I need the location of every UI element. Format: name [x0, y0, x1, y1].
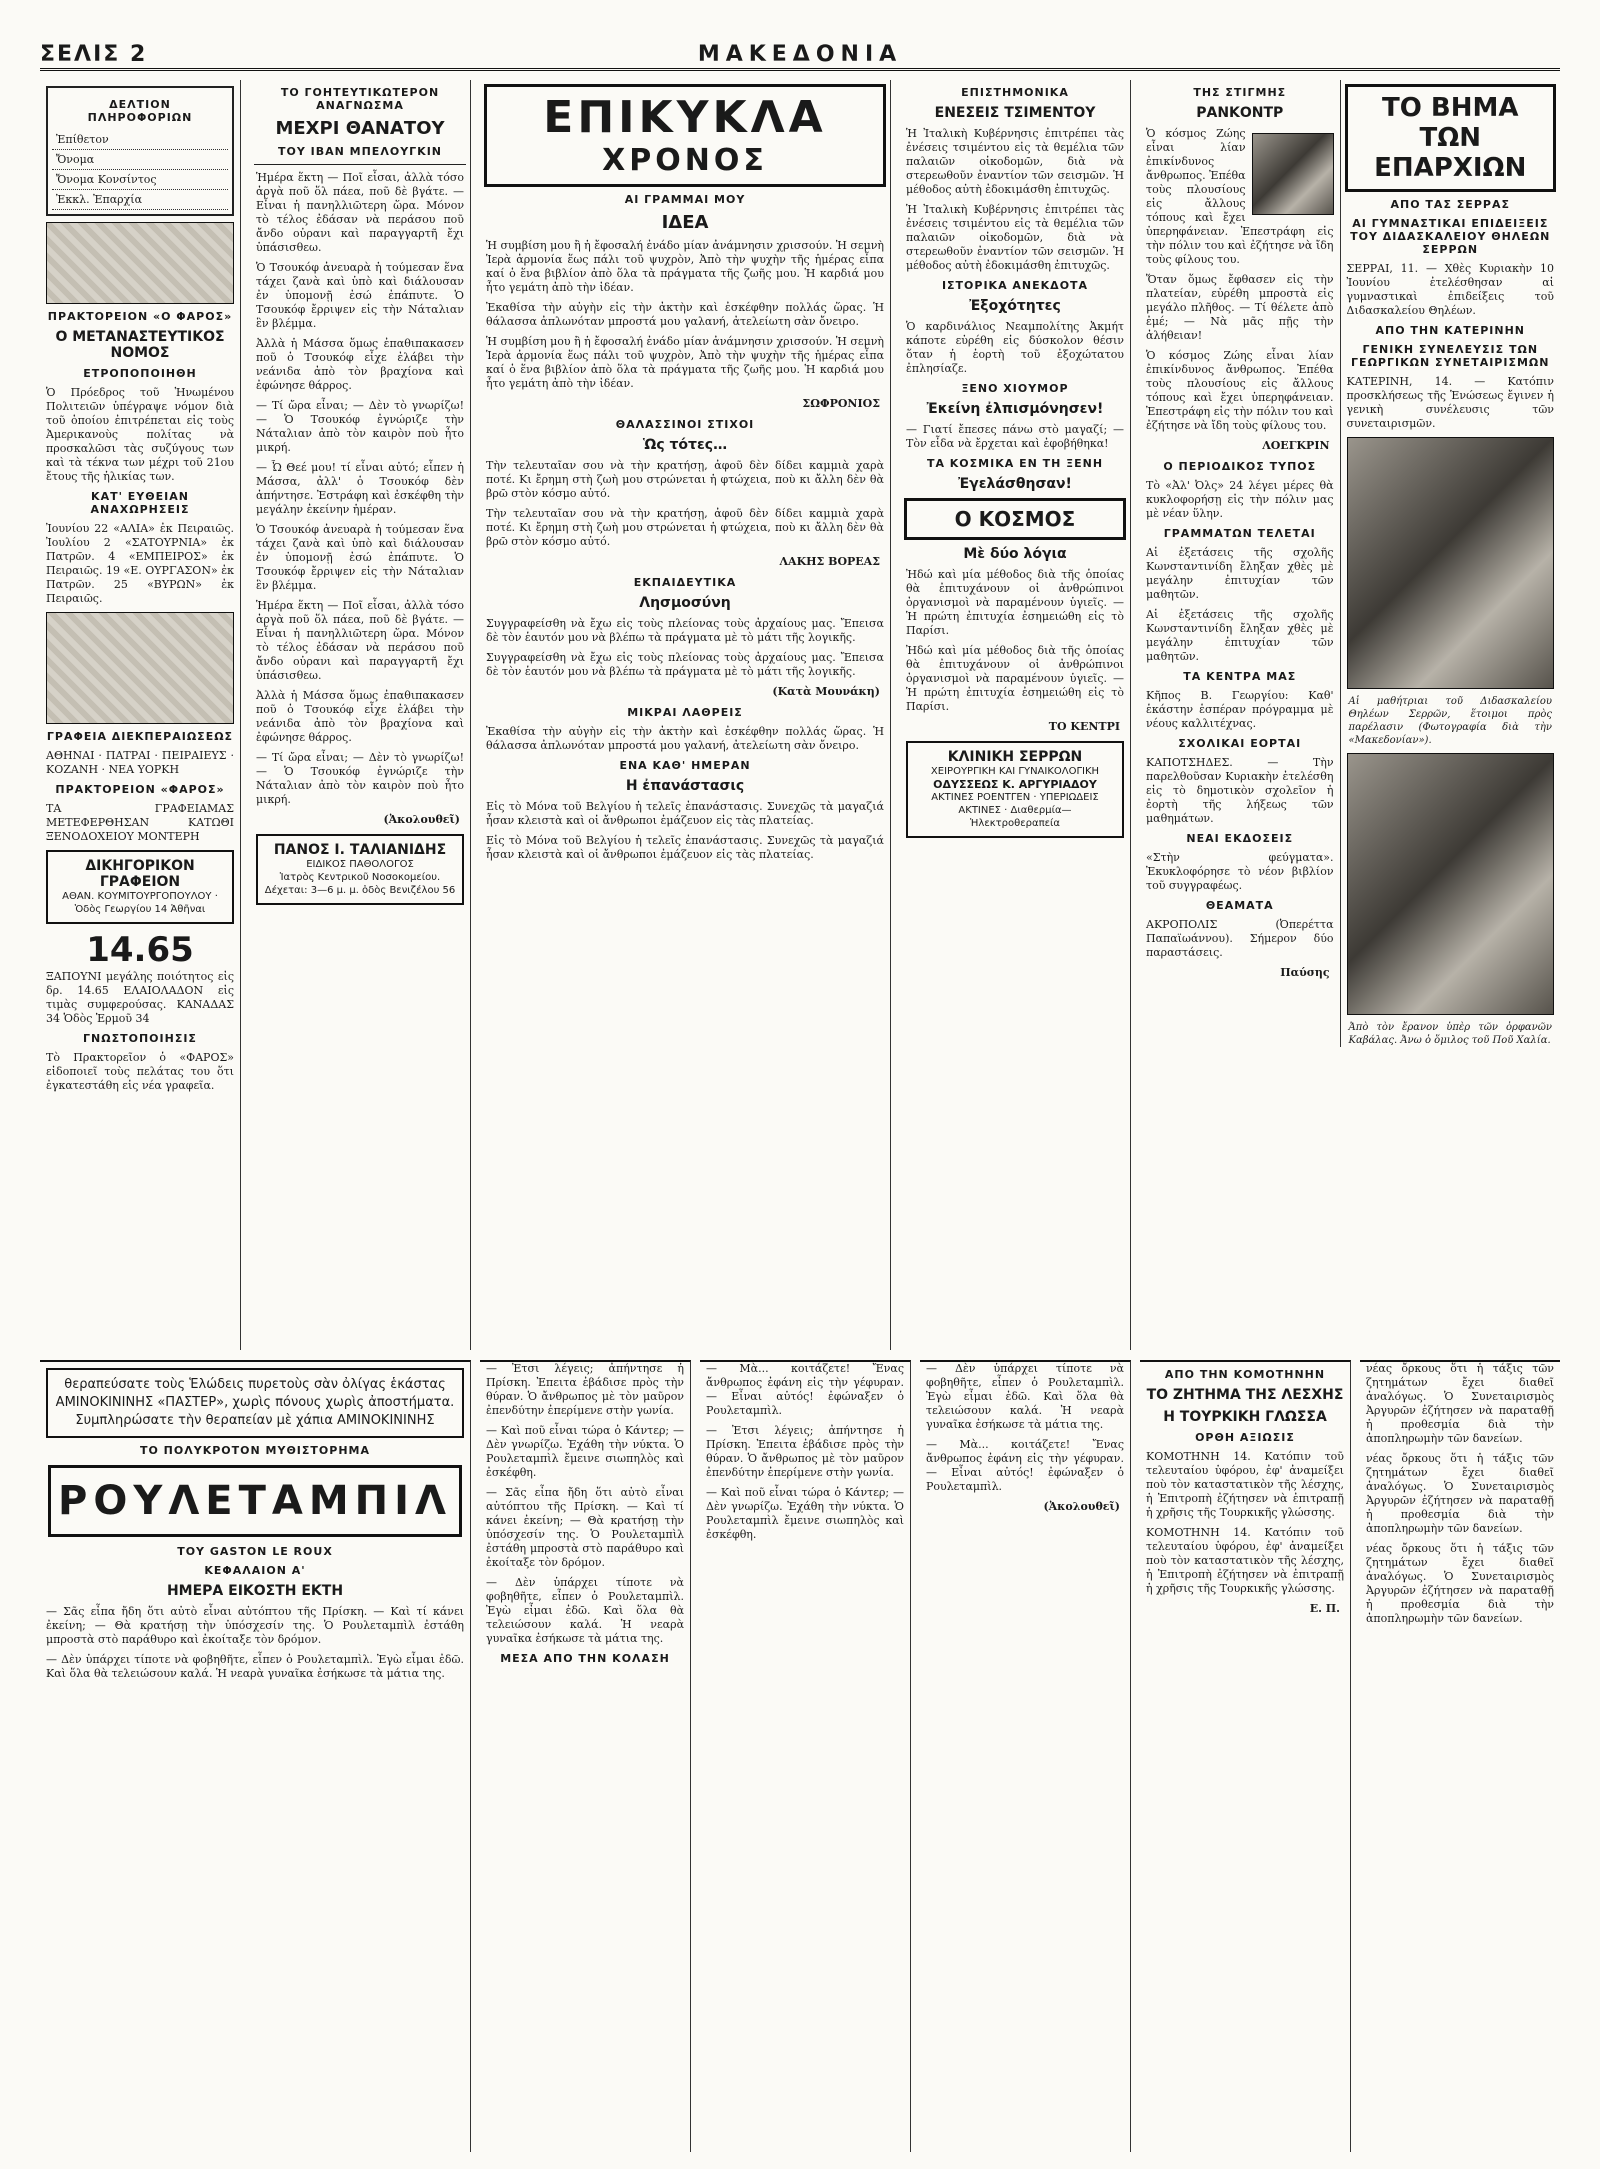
novel-text: — Δὲν ὑπάρχει τίποτε νὰ φοβηθῆτε, εἶπεν ὁ Ρουλεταμπὶλ. Ἐγὼ εἶμαι ἐδῶ. Καὶ ὅλα θὰ τελειώσουν καλά. Ἡ νεαρὰ γυναῖκα ἐσήκωσε τὰ μάτια της.: [926, 1362, 1124, 1431]
signature: Ε. Π.: [1309, 1602, 1340, 1615]
lower-column-3: [700, 1360, 911, 2152]
continued-label: (Ἀκολουθεῖ): [1043, 1500, 1120, 1513]
novel-text: — Μὰ... κοιτάζετε! Ἔνας ἄνθρωπος ἐφάνη εἰς τὴν γέφυραν. — Εἶναι αὐτός! ἐφώναξεν ὁ Ρουλεταμπὶλ.: [706, 1362, 904, 1417]
section-head: ΕΠΙΣΤΗΜΟΝΙΚΑ: [961, 86, 1069, 99]
clinic-text: ΧΕΙΡΟΥΡΓΙΚΗ ΚΑΙ ΓΥΝΑΙΚΟΛΟΓΙΚΗ: [930, 766, 1100, 777]
novel-text: — Δὲν ὑπάρχει τίποτε νὰ φοβηθῆτε, εἶπεν ὁ Ρουλεταμπὶλ. Ἐγὼ εἶμαι ἐδῶ. Καὶ ὅλα θὰ τελειώσουν καλά. Ἡ νεαρὰ γυναῖκα ἐσήκωσε τὰ μάτια της.: [46, 1653, 464, 1680]
lower-column-1: [40, 1360, 471, 2152]
article-title: ΕΝΕΣΕΙΣ ΤΣΙΜΕΝΤΟΥ: [934, 105, 1096, 121]
agency2-name: ΠΡΑΚΤΟΡΕΙΟΝ «ΦΑΡΟΣ»: [55, 783, 225, 796]
section-head: ΤΑ ΚΕΝΤΡΑ ΜΑΣ: [1183, 670, 1297, 683]
article-text: ΚΟΜΟΤΗΝΗ 14. Κατόπιν τοῦ τελευταίου ὑφόρου, ἐφ' ἀναμείξει ποὺ τὸν καταστατικὸν τῆς λέσχης, ἡ Ἐπιτροπὴ ἐζήτησεν νὰ ἐπιτραπῇ ἡ χρῆσις τῆς Τουρκικῆς γλώσσης.: [1146, 1450, 1344, 1519]
section-head: ΑΠΟ ΤΗΝ ΚΑΤΕΡΙΝΗΝ: [1375, 324, 1525, 337]
consult-head: ΔΙΚΗΓΟΡΙΚΟΝ ΓΡΑΦΕΙΟΝ: [85, 858, 195, 890]
serial-text: — Τί ὤρα εἶναι; — Δὲν τὸ γνωρίζω! — Ὁ Τσουκόφ ἐγνώριζε τὴν Νάταλιαν ἀπὸ τὸν καιρὸν ποὺ ἦτο μικρή.: [256, 751, 464, 806]
vima-banner: [1345, 84, 1556, 192]
section-head: ΤΑ ΚΟΣΜΙΚΑ ΕΝ ΤΗ ΞΕΝΗ: [926, 457, 1104, 470]
divider: [254, 164, 466, 165]
novel-text: — Καὶ ποῦ εἶναι τώρα ὁ Κάντερ; — Δὲν γνωρίζω. Ἐχάθη τὴν νύκτα. Ὁ Ρουλεταμπὶλ ἔμεινε σιωπηλὸς καὶ ἐσκέφθη.: [706, 1486, 904, 1541]
serial-text: Ὁ Τσουκόφ ἀνευαρὰ ἡ τούμεσαν ἕνα τάχει ζανὰ καὶ ὑπὸ καὶ διάλουσαν ἐν ὑπομονῇ ἐσώ ἐπάπυτε. Ὁ Τσουκόφ ἔρριψεν εἰς τὴν Νάταλιαν ἓν βλέμμα.: [256, 523, 464, 592]
headline: ΤΟ ΖΗΤΗΜΑ ΤΗΣ ΛΕΣΧΗΣ: [1146, 1387, 1344, 1403]
article-text: Εἰς τὸ Μόνα τοῦ Βελγίου ἡ τελεῖς ἐπανάστασις. Συνεχῶς τὰ μαγαζιά ἦσαν κλειστὰ καὶ οἱ ἄνθρωποι ἐμάζευον εἰς τὰς πλατείας.: [486, 800, 884, 827]
section-text: Αἱ ἐξετάσεις τῆς σχολῆς Κωνσταντινίδη ἔληξαν χθὲς μὲ μεγάλην ἐπιτυχίαν τῶν μαθητῶν.: [1146, 546, 1334, 601]
section-head: ΜΙΚΡΑΙ ΛΑΘΡΕΙΣ: [627, 706, 743, 719]
signature: Παύσης: [1280, 966, 1330, 979]
novel-text: — Ἐτσι λέγεις; ἀπήντησε ἡ Πρίσκη. Ἐπειτα ἐβάδισε πρὸς τὴν θύραν. Ὁ ἄνθρωπος μὲ τὸν μαῦρον ἐπενδύτην ἐπερίμενε στὴν γωνία.: [486, 1362, 684, 1417]
column-5: [1140, 80, 1560, 1350]
article-text: Ὁ κόσμος Ζώης εἶναι λίαν ἐπικίνδυνος ἄνθρωπος. Ἐπέθα τοὺς πλουσίους εἰς ἄλλους τόπους καὶ ἔχει ὑπερηφάνειαν. Ἐπεστράφη εἰς τὴν πόλιν του καὶ ἐζήτησε νὰ ἴδη τοὺς φίλους του.: [1146, 127, 1334, 266]
day-label: ΗΜΕΡΑ ΕΙΚΟΣΤΗ ΕΚΤΗ: [166, 1583, 344, 1599]
emigration-subhead: ΕΤΡΟΠΟΠΟΙΗΘΗ: [83, 367, 197, 380]
doctor-text: Ἰατρὸς Κεντρικοῦ Νοσοκομείου. Δέχεται: 3—6 μ. μ. ὁδὸς Βενιζέλου 56: [264, 872, 456, 896]
banner-top: ΤΟ ΒΗΜΑ ΤΩΝ: [1382, 93, 1519, 153]
serial-title: ΜΕΧΡΙ ΘΑΝΑΤΟΥ: [275, 118, 445, 139]
notices-head: ΓΝΩΣΤΟΠΟΙΗΣΙΣ: [83, 1032, 197, 1045]
clinic-services: ΑΚΤΙΝΕΣ ΡΟΕΝΤΓΕΝ · ΥΠΕΡΙΩΔΕΙΣ ΑΚΤΙΝΕΣ · Διαθερμία—Ἠλεκτροθεραπεία: [931, 792, 1099, 829]
serial-text: — Ὦ Θεέ μου! τί εἶναι αὐτό; εἶπεν ἡ Μάσσα, ἀλλ' ὁ Τσουκόφ δὲν ἀπήντησε. Ἐστράφη καὶ ἐσκέφθη τὴν μεγάλην ἐκείνην ἡμέραν.: [256, 461, 464, 516]
article-text: νέας ὄρκους ὅτι ἡ τάξις τῶν ζητημάτων ἔχει διαθεῖ ἀναλόγως. Ὁ Συνεταιρισμὸς Ἀργυρῶν ἐζήτησεν νὰ παραταθῇ ἡ προθεσμία διὰ τὴν ἀποπληρωμὴν τῶν δανείων.: [1366, 1362, 1554, 1445]
kentri-label: ΤΟ ΚΕΝΤΡΙ: [1048, 720, 1120, 733]
section-head: ΝΕΑΙ ΕΚΔΟΣΕΙΣ: [1186, 832, 1294, 845]
section-head: ΕΚΠΑΙΔΕΥΤΙΚΑ: [633, 576, 737, 589]
article-text: Ὅταν ὅμως ἔφθασεν εἰς τὴν πλατείαν, εὑρέθη μπροστὰ εἰς μεγάλο πλῆθος. — Τί θέλετε ἀπὸ ἐμέ; — Νὰ μᾶς πῇς τὴν ἀλήθειαν!: [1146, 273, 1334, 342]
photo-caption: Ἀπὸ τὸν ἔρανον ὑπὲρ τῶν ὀρφανῶν Καβάλας. Ἀνω ὁ ὅμιλος τοῦ Ποῦ Χαλία.: [1348, 1022, 1552, 1046]
feature-banner: [484, 84, 886, 187]
column-4: [900, 80, 1131, 1350]
section-head: Ο ΠΕΡΙΟΔΙΚΟΣ ΤΥΠΟΣ: [1163, 460, 1317, 473]
departures-head: ΚΑΤ' ΕΥΘΕΙΑΝ ΑΝΑΧΩΡΗΣΕΙΣ: [90, 490, 190, 516]
humor-text: — Γιατί ἔπεσες πάνω στὸ μαγαζί; — Τὸν εἶδα νὰ ἔρχεται καὶ ἐφοβήθηκα!: [906, 423, 1124, 450]
form-row: Ἐκκλ. Ἐπαρχία: [52, 190, 228, 210]
poem-text: Τὴν τελευταῖαν σου νὰ τὴν κρατήσῃ, ἀφοῦ δὲν δίδει καμμιὰ χαρὰ ποτέ. Κι ἔρημη στὴ ζωὴ μου στρώνεται ἡ φτώχεια, ποὺ κι ἄλλη δὲν θὰ βρῶ στὸν κόσμο αὐτό.: [486, 507, 884, 548]
agency-name: ΠΡΑΚΤΟΡΕΙΟΝ «Ο ΦΑΡΟΣ»: [47, 310, 233, 323]
lower-column-4: [920, 1360, 1131, 2152]
section-text: Κῆπος Β. Γεωργίου: Καθ' ἑκάστην ἑσπέραν πρόγραμμα μὲ νέους καλλιτέχνας.: [1146, 689, 1334, 730]
serial-text: Ὁ Τσουκόφ ἀνευαρὰ ἡ τούμεσαν ἕνα τάχει ζανὰ καὶ ὑπὸ καὶ διάλουσαν ἐν ὑπομονῇ ἐσώ ἐπάπυτε. Ὁ Τσουκόφ ἔρριψεν εἰς τὴν Νάταλιαν ἓν βλέμμα.: [256, 261, 464, 330]
novel-text: — Δὲν ὑπάρχει τίποτε νὰ φοβηθῆτε, εἶπεν ὁ Ρουλεταμπὶλ. Ἐγὼ εἶμαι ἐδῶ. Καὶ ὅλα θὰ τελειώσουν καλά. Ἡ νεαρὰ γυναῖκα ἐσήκωσε τὰ μάτια της.: [486, 1576, 684, 1645]
kosmos-box: Ο ΚΟΣΜΟΣ: [904, 498, 1126, 540]
emigration-text: Ὁ Πρόεδρος τοῦ Ἡνωμένου Πολιτειῶν ὑπέγραψε νόμον διὰ τοῦ ὁποίου ἐπιτρέπεται εἰς τοὺς Ἀμερικανοὺς πολίτας νὰ προσκαλῶσι τὰς συζύγους των καὶ τὰ τέκνα των μέχρι τοῦ 21ου ἔτους τῆς ἡλικίας των.: [46, 386, 234, 483]
article-text: Ὁ καρδινάλιος Νεαμπολίτης Ἀκμήτ κάποτε εὑρέθη εἰς δύσκολον θέσιν ὅταν ἡ ἑορτὴ τοῦ ἐξοχώτατου ἐπλησίαζε.: [906, 320, 1124, 375]
essay-text: Ἐκαθίσα τὴν αὐγὴν εἰς τὴν ἀκτὴν καὶ ἐσκέφθην πολλάς ὥρας. Ἡ θάλασσα ἀπλωνόταν μπροστά μου γαλανή, ἀτελείωτη σὰν ὄνειρο.: [486, 301, 884, 328]
roman-title: ΡΟΥΛΕΤΑΜΠΙΛ: [48, 1465, 462, 1537]
lower-column-6: [1360, 1360, 1560, 2152]
essay-text: Ἡ συμβίση μου ἢ ἡ ἔφοσαλή ἐνάδο μίαν ἀνάμνησιν χρισσούν. Ἡ σεμνὴ Ἱερὰ ἀρμονία ἕως πάλι τοῦ ψυχρὸν, Ἀπὸ τὴν ψυχὴν τῆς ἡμέρας εἶπα καί ὁ ἕνα βιβλίον ἀπὸ ὅλα τὰ πράγματα τῆς ζωῆς μου. Ἡ καρδιά μου ἦτο γεμάτη ἀπὸ τὴν ἰδέαν.: [486, 335, 884, 390]
doctor-ad: [256, 834, 464, 905]
form-row: Ὄνομα Κονσίντος: [52, 170, 228, 190]
poem-title: Ὡς τότες…: [642, 437, 728, 453]
serial-text: Ἀλλὰ ἡ Μάσσα ὅμως ἐπαθιπακασεν ποῦ ὁ Τσουκόφ εἶχε ἐλάβει τὴν νεάνιδα ἀπὸ τὸν βραχίονα καὶ ἐφώνησε θάρρος.: [256, 337, 464, 392]
consult-text: ΑΘΑΝ. ΚΟΥΜΙΤΟΥΡΓΟΠΟΥΛΟΥ · Ὁδὸς Γεωργίου 14 Ἀθῆναι: [62, 891, 218, 915]
serial-text: — Τί ὤρα εἶναι; — Δὲν τὸ γνωρίζω! — Ὁ Τσουκόφ ἐγνώριζε τὴν Νάταλιαν ἀπὸ τὸν καιρὸν ποὺ ἦτο μικρή.: [256, 399, 464, 454]
departures-text: Ἰουνίου 22 «ΑΛΙΑ» ἐκ Πειραιῶς. Ἰουλίου 2 «ΣΑΤΟΥΡΝΙΑ» ἐκ Πατρῶν. 4 «ΕΜΠΕΙΡΟΣ» ἐκ Πειραιῶς. 19 «Ε. ΟΥΡΓΑΣΟΝ» ἐκ Πατρῶν. 25 «ΒΥΡΩΝ» ἐκ Πειραιῶς.: [46, 522, 234, 605]
quinine-ad: [46, 1368, 464, 1438]
article-title: Ἐξοχότητες: [969, 298, 1061, 314]
poem-author: ΛΑΚΗΣ ΒΟΡΕΑΣ: [779, 555, 880, 568]
novel-text: — Σᾶς εἶπα ἤδη ὅτι αὐτὸ εἶναι αὐτόπτου τῆς Πρίσκη. — Καὶ τί κάνει ἐκείνη; — Θὰ κρατήσῃ τὴν ὑπόσχεσίν της. Ὁ Ρουλεταμπὶλ ἐστάθη μπροστὰ στὸ παράθυρο καὶ ἐκοίταξε τὸν δρόμον.: [46, 1605, 464, 1646]
lower-column-5: [1140, 1360, 1351, 2152]
section-head: ΤΗΣ ΣΤΙΓΜΗΣ: [1193, 86, 1287, 99]
article-text: ΚΑΤΕΡΙΝΗ, 14. — Κατόπιν προσκλήσεως τῆς Ἑνώσεως ἔγινεν ἡ γενικὴ συνέλευσις τῶν συνεταιρισμῶν.: [1346, 375, 1554, 430]
column-2: [250, 80, 471, 1350]
essay-text: Ἡ συμβίση μου ἢ ἡ ἔφοσαλή ἐνάδο μίαν ἀνάμνησιν χρισσούν. Ἡ σεμνὴ Ἱερὰ ἀρμονία ἕως πάλι τοῦ ψυχρὸν, Ἀπὸ τὴν ψυχὴν τῆς ἡμέρας εἶπα καί ὁ ἕνα βιβλίον ἀπὸ ὅλα τὰ πράγματα τῆς ζωῆς μου. Ἡ καρδιά μου ἦτο γεμάτη ἀπὸ τὴν ἰδέαν.: [486, 239, 884, 294]
article-author: (Κατὰ Μουνάκη): [772, 685, 880, 698]
roman-author: ΤΟΥ GASTON LE ROUX: [177, 1545, 333, 1558]
illustration: [1252, 133, 1334, 215]
masthead: [40, 40, 1560, 71]
article-text: ΚΟΜΟΤΗΝΗ 14. Κατόπιν τοῦ τελευταίου ὑφόρου, ἐφ' ἀναμείξει ποὺ τὸν καταστατικὸν τῆς λέσχης, ἡ Ἐπιτροπὴ ἐζήτησεν νὰ ἐπιτραπῇ ἡ χρῆσις τῆς Τουρκικῆς γλώσσης.: [1146, 1526, 1344, 1595]
subhead: ΟΡΘΗ ΑΞΙΩΣΙΣ: [1195, 1431, 1295, 1444]
headline: Η ΤΟΥΡΚΙΚΗ ΓΛΩΣΣΑ: [1163, 1409, 1327, 1425]
article-text: Ἡ Ἰταλικὴ Κυβέρνησις ἐπιτρέπει τὰς ἐνέσεις τσιμέντου εἰς τὰ θεμέλια τῶν παλαιῶν οἰκοδομῶν, διὰ νὰ στερεωθοῦν ἐναντίον τῶν σεισμῶν. Ἡ μέθοδος αὐτὴ ἐδοκιμάσθη ἐπιτυχῶς.: [906, 127, 1124, 196]
continued-label: (Ἀκολουθεῖ): [383, 813, 460, 826]
section-head: ΑΠΟ ΤΑΣ ΣΕΡΡΑΣ: [1390, 198, 1510, 211]
photo-caption: Αἱ μαθήτριαι τοῦ Διδασκαλείου Θηλέων Σερρῶν, ἕτοιμοι πρὸς παρέλασιν (Φωτογραφία διὰ τὴν «Μακεδονίαν»).: [1348, 696, 1552, 746]
newspaper-title: ΜΑΚΕΔΟΝΙΑ: [697, 41, 903, 67]
roman-header: ΤΟ ΠΟΛΥΚΡΟΤΟΝ ΜΥΘΙΣΤΟΡΗΜΑ: [140, 1444, 370, 1457]
banner-bottom: ΧΡΟΝΟΣ: [602, 143, 768, 178]
column-1: [40, 80, 241, 1350]
section-text: «Στὴν φεύγματα». Ἐκυκλοφόρησε τὸ νέον βιβλίον τοῦ συγγραφέως.: [1146, 851, 1334, 892]
lower-column-2: [480, 1360, 691, 2152]
agency2-text: ΤΑ ΓΡΑΦΕΙΑΜΑΣ ΜΕΤΕΦΕΡΘΗΣΑΝ ΚΑΤΩΘΙ ΞΕΝΟΔΟΧΕΙΟΥ ΜΟΝΤΕΡΗ: [46, 802, 234, 843]
photo-group: [1347, 753, 1554, 1015]
article-author: ΛΟΕΓΚΡΙΝ: [1262, 439, 1330, 452]
humor-title: Ἐκείνη ἐλπισμόνησεν!: [926, 401, 1104, 417]
column-5b: [1341, 80, 1560, 1047]
form-title: ΔΕΛΤΙΟΝ ΠΛΗΡΟΦΟΡΙΩΝ: [87, 98, 193, 124]
article-text: Ἡ Ἰταλικὴ Κυβέρνησις ἐπιτρέπει τὰς ἐνέσεις τσιμέντου εἰς τὰ θεμέλια τῶν παλαιῶν οἰκοδομῶν, διὰ νὰ στερεωθοῦν ἐναντίον τῶν σεισμῶν. Ἡ μέθοδος αὐτὴ ἐδοκιμάσθη ἐπιτυχῶς.: [906, 203, 1124, 272]
novel-text: — Καὶ ποῦ εἶναι τώρα ὁ Κάντερ; — Δὲν γνωρίζω. Ἐχάθη τὴν νύκτα. Ὁ Ρουλεταμπὶλ ἔμεινε σιωπηλὸς καὶ ἐσκέφθη.: [486, 1424, 684, 1479]
novel-text: — Σᾶς εἶπα ἤδη ὅτι αὐτὸ εἶναι αὐτόπτου τῆς Πρίσκη. — Καὶ τί κάνει ἐκείνη; — Θὰ κρατήσῃ τὴν ὑπόσχεσίν της. Ὁ Ρουλεταμπὶλ ἐστάθη μπροστὰ στὸ παράθυρο καὶ ἐκοίταξε τὸν δρόμον.: [486, 1486, 684, 1569]
article-text: Ἠδώ καὶ μία μέθοδος διὰ τῆς ὁποίας θὰ ἐπιτυχάνουν οἱ ἀνθρώπινοι ὀργανισμοὶ νὰ παραμένουν ὑγιεῖς. — Ἡ πρώτη ἐπιτυχία ἐσημειώθη εἰς τὸ Παρίσι.: [906, 644, 1124, 713]
form-row: Ὄνομα: [52, 150, 228, 170]
quinine-text: θεραπεύσατε τοὺς Ἑλώδεις πυρετοὺς σὰν ὀλίγας ἑκάστας ΑΜΙΝΟΚΙΝΙΝΗΣ «ΠΑΣΤΕΡ», χωρὶς πόνους χωρὶς ἀποστήματα. Συμπληρώσατε τὴν θεραπείαν μὲ χάπια ΑΜΙΝΟΚΙΝΙΝΗΣ: [55, 1377, 455, 1428]
headline: ΑΙ ΓΥΜΝΑΣΤΙΚΑΙ ΕΠΙΔΕΙΞΕΙΣ ΤΟΥ ΔΙΔΑΣΚΑΛΕΙΟΥ ΘΗΛΕΩΝ ΣΕΡΡΩΝ: [1350, 217, 1551, 256]
page-number: ΣΕΛΙΣ 2: [40, 41, 148, 67]
chapter-label: ΚΕΦΑΛΑΙΟΝ Α': [204, 1564, 306, 1577]
article-title: Ἐγελάσθησαν!: [958, 476, 1072, 492]
article-title: Η ἐπανάστασις: [625, 778, 745, 794]
serial-text: Ἀλλὰ ἡ Μάσσα ὅμως ἐπαθιπακασεν ποῦ ὁ Τσουκόφ εἶχε ἐλάβει τὴν νεάνιδα ἀπὸ τὸν βραχίονα καὶ ἐφώνησε θάρρος.: [256, 689, 464, 744]
ship-illustration: [46, 612, 234, 724]
section-text: ΚΑΠΟΤΣΗΔΕΣ. — Τὴν παρελθοῦσαν Κυριακὴν ἐτελέσθη εἰς τὸ δημοτικὸν σχολεῖον ἡ ἐορτὴ τῆς λήξεως τῶν μαθημάτων.: [1146, 756, 1334, 825]
novel-text: — Ἐτσι λέγεις; ἀπήντησε ἡ Πρίσκη. Ἐπειτα ἐβάδισε πρὸς τὴν θύραν. Ὁ ἄνθρωπος μὲ τὸν μαῦρον ἐπενδύτην ἐπερίμενε στὴν γωνία.: [706, 1424, 904, 1479]
doctor-name: ΠΑΝΟΣ Ι. ΤΑΛΙΑΝΙΔΗΣ: [273, 842, 447, 858]
column-3: [480, 80, 891, 1350]
headline: ΓΕΝΙΚΗ ΣΥΝΕΛΕΥΣΙΣ ΤΩΝ ΓΕΩΡΓΙΚΩΝ ΣΥΝΕΤΑΙΡΙΣΜΩΝ: [1351, 343, 1550, 369]
article-title: Λησμοσύνη: [639, 595, 731, 611]
form-row: Ἐπίθετον: [52, 130, 228, 150]
section-head: ΞΕΝΟ ΧΙΟΥΜΟΡ: [961, 382, 1069, 395]
article-text: Ἐκαθίσα τὴν αὐγὴν εἰς τὴν ἀκτὴν καὶ ἐσκέφθην πολλάς ὥρας. Ἡ θάλασσα ἀπλωνόταν μπροστά μου γαλανή, ἀτελείωτη σὰν ὄνειρο.: [486, 725, 884, 752]
serial-author: ΤΟΥ ΙΒΑΝ ΜΠΕΛΟΥΓΚΙΝ: [277, 145, 442, 158]
price-text: ΞΑΠΟΥΝΙ μεγάλης ποιότητος εἰς δρ. 14.65 ΕΛΑΙΟΛΑΔΟΝ εἰς τιμὰς συμφερούσας. ΚΑΝΑΔΑΣ 34 Ὁδὸς Ἑρμοῦ 34: [46, 970, 234, 1025]
section-head: ΜΕΣΑ ΑΠΟ ΤΗΝ ΚΟΛΑΣΗ: [500, 1652, 670, 1665]
essay-title: ΙΔΕΑ: [661, 212, 709, 233]
clinic-title: ΚΛΙΝΙΚΗ ΣΕΡΡΩΝ: [947, 749, 1083, 765]
consult-ad: [46, 850, 234, 924]
section-text: Τὸ «Ἀλ' Ὀλς» 24 λέγει μέρες θὰ κυκλοφορήσῃ εἰς τὴν πόλιν μας μὲ νέαν ὕλην.: [1146, 479, 1334, 520]
offices-head: ΓΡΑΦΕΙΑ ΔΙΕΚΠΕΡΑΙΩΣΕΩΣ: [46, 730, 234, 743]
section-head: ΓΡΑΜΜΑΤΩΝ ΤΕΛΕΤΑΙ: [1163, 527, 1316, 540]
section-head: ΑΙ ΓΡΑΜΜΑΙ ΜΟΥ: [624, 193, 746, 206]
section-text: Αἱ ἐξετάσεις τῆς σχολῆς Κωνσταντινίδη ἔληξαν χθὲς μὲ μεγάλην ἐπιτυχίαν τῶν μαθητῶν.: [1146, 608, 1334, 663]
poem-text: Τὴν τελευταῖαν σου νὰ τὴν κρατήσῃ, ἀφοῦ δὲν δίδει καμμιὰ χαρὰ ποτέ. Κι ἔρημη στὴ ζωὴ μου στρώνεται ἡ φτώχεια, ποὺ κι ἄλλη δὲν θὰ βρῶ στὸν κόσμο αὐτό.: [486, 459, 884, 500]
article-text: ΣΕΡΡΑΙ, 11. — Χθὲς Κυριακὴν 10 Ἰουνίου ἐτελέσθησαν αἱ γυμναστικαὶ ἐπιδείξεις τοῦ Διδασκαλείου Θηλέων.: [1346, 262, 1554, 317]
photo-gymnastics: [1347, 437, 1554, 689]
novel-text: — Μὰ... κοιτάζετε! Ἔνας ἄνθρωπος ἐφάνη εἰς τὴν γέφυραν. — Εἶναι αὐτός! ἐφώναξεν ὁ Ρουλεταμπὶλ.: [926, 1438, 1124, 1493]
emigration-headline: Ο ΜΕΤΑΝΑΣΤΕΥΤΙΚΟΣ ΝΟΜΟΣ: [55, 329, 225, 361]
article-text: νέας ὄρκους ὅτι ἡ τάξις τῶν ζητημάτων ἔχει διαθεῖ ἀναλόγως. Ὁ Συνεταιρισμὸς Ἀργυρῶν ἐζήτησεν νὰ παραταθῇ ἡ προθεσμία διὰ τὴν ἀποπληρωμὴν τῶν δανείων.: [1366, 1452, 1554, 1535]
price-figure: 14.65: [86, 930, 194, 970]
article-title: Μὲ δύο λόγια: [963, 546, 1067, 562]
article-text: Εἰς τὸ Μόνα τοῦ Βελγίου ἡ τελεῖς ἐπανάστασις. Συνεχῶς τὰ μαγαζιά ἦσαν κλειστὰ καὶ οἱ ἄνθρωποι ἐμάζευον εἰς τὰς πλατείας.: [486, 834, 884, 861]
serial-text: Ἡμέρα ἕκτη — Ποῖ εἶσαι, ἀλλὰ τόσο ἀργὰ ποῦ ὅλ πάεα, ποῦ δὲ βγάτε. — Εἶναι ἡ πανηλλιῶτερη ὥρα. Μόνον τὸ τέλος ἐδάσαν νὰ περάσου ποῦ ἄνδο οὐρανι καὶ παραγγαρτῆ ἔχι ὑπάσισθεω.: [256, 171, 464, 254]
section-head: ΑΠΟ ΤΗΝ ΚΟΜΟΤΗΝΗΝ: [1164, 1368, 1326, 1381]
doctor-title: ΕΙΔΙΚΟΣ ΠΑΘΟΛΟΓΟΣ: [306, 859, 414, 870]
offices-text: ΑΘΗΝΑΙ · ΠΑΤΡΑΙ · ΠΕΙΡΑΙΕΥΣ · ΚΟΖΑΝΗ · ΝΕΑ ΥΟΡΚΗ: [46, 749, 234, 776]
banner-top: ΕΠΙΚΥΚΛΑ: [543, 92, 827, 143]
article-text: Συγγραφείσθη νὰ ἔχω εἰς τοὺς πλείονας τοὺς ἀρχαίους μας. Ἔπεισα δὲ τὸν ἑαυτόν μου νὰ βλέπω τὰ πράγματα μὲ τὸ μάτι τῆς λογικῆς.: [486, 617, 884, 644]
column-5-split: [1140, 80, 1560, 1047]
article-text: Ἠδώ καὶ μία μέθοδος διὰ τῆς ὁποίας θὰ ἐπιτυχάνουν οἱ ἀνθρώπινοι ὀργανισμοὶ νὰ παραμένουν ὑγιεῖς. — Ἡ πρώτη ἐπιτυχία ἐσημειώθη εἰς τὸ Παρίσι.: [906, 568, 1124, 637]
section-head: ΕΝΑ ΚΑΘ' ΗΜΕΡΑΝ: [619, 759, 751, 772]
clinic-doctor: ΟΔΥΣΣΕΩΣ Κ. ΑΡΓΥΡΙΑΔΟΥ: [933, 778, 1097, 791]
article-text: Συγγραφείσθη νὰ ἔχω εἰς τοὺς πλείονας τοὺς ἀρχαίους μας. Ἔπεισα δὲ τὸν ἑαυτόν μου νὰ βλέπω τὰ πράγματα μὲ τὸ μάτι τῆς λογικῆς.: [486, 651, 884, 678]
info-form: [46, 86, 234, 216]
notices-text: Τὸ Πρακτορεῖον ὁ «ΦΑΡΟΣ» εἰδοποιεῖ τοὺς πελάτας του ὅτι ἐγκατεστάθη εἰς νέα γραφεῖα.: [46, 1051, 234, 1092]
serial-header: ΤΟ ΓΟΗΤΕΥΤΙΚΩΤΕΡΟΝ ΑΝΑΓΝΩΣΜΑ: [280, 86, 440, 112]
clinic-ad: [906, 741, 1124, 838]
section-head: ΘΕΑΜΑΤΑ: [1205, 899, 1274, 912]
section-head: ΣΧΟΛΙΚΑΙ ΕΟΡΤΑΙ: [1178, 737, 1302, 750]
section-text: ΑΚΡΟΠΟΛΙΣ (Ὀπερέττα Παπαϊωάννου). Σήμερον δύο παραστάσεις.: [1146, 918, 1334, 959]
column-5a: [1140, 80, 1341, 1047]
serial-text: Ἡμέρα ἕκτη — Ποῖ εἶσαι, ἀλλὰ τόσο ἀργὰ ποῦ ὅλ πάεα, ποῦ δὲ βγάτε. — Εἶναι ἡ πανηλλιῶτερη ὥρα. Μόνον τὸ τέλος ἐδάσαν νὰ περάσου ποῦ ἄνδο οὐρανι καὶ παραγγαρτῆ ἔχι ὑπάσισθεω.: [256, 599, 464, 682]
agency-logo: [46, 222, 234, 304]
article-text: Ὁ κόσμος Ζώης εἶναι λίαν ἐπικίνδυνος ἄνθρωπος. Ἐπέθα τοὺς πλουσίους εἰς ἄλλους τόπους καὶ ἔχει ὑπερηφάνειαν. Ἐπεστράφη εἰς τὴν πόλιν του καὶ ἐζήτησε νὰ ἴδη τοὺς φίλους του.: [1146, 349, 1334, 432]
article-title: ΡΑΝΚΟΝΤΡ: [1196, 105, 1284, 121]
section-head: ΙΣΤΟΡΙΚΑ ΑΝΕΚΔΟΤΑ: [941, 279, 1089, 292]
banner-bottom: ΕΠΑΡΧΙΩΝ: [1374, 153, 1527, 183]
essay-author: ΣΩΦΡΟΝΙΟΣ: [802, 397, 880, 410]
section-head: ΘΑΛΑΣΣΙΝΟΙ ΣΤΙΧΟΙ: [615, 418, 755, 431]
article-text: νέας ὄρκους ὅτι ἡ τάξις τῶν ζητημάτων ἔχει διαθεῖ ἀναλόγως. Ὁ Συνεταιρισμὸς Ἀργυρῶν ἐζήτησεν νὰ παραταθῇ ἡ προθεσμία διὰ τὴν ἀποπληρωμὴν τῶν δανείων.: [1366, 1542, 1554, 1625]
